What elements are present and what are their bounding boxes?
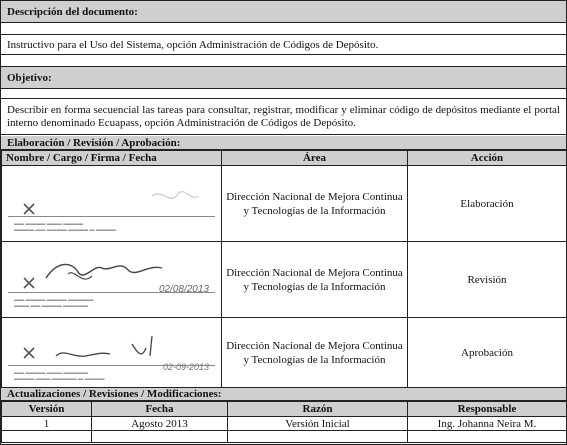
actualizaciones-label: Actualizaciones / Revisiones / Modificaciones: [7, 388, 222, 400]
signature-caption: ▬▬▬▬ ▬▬▬ ▬▬▬▬▬ ▬ ▬▬▬▬ [14, 376, 105, 382]
table-row [2, 242, 567, 318]
signature-date: 02-09-2013 [162, 362, 209, 372]
area-line-2: y Tecnologías de la Información [243, 280, 386, 293]
empty-cell [228, 431, 408, 443]
signature-caption: ▬▬▬▬ ▬▬ ▬▬▬▬ ▬▬▬▬ ▬ ▬▬▬▬ [14, 227, 116, 233]
area-line-2: y Tecnologías de la Información [243, 204, 386, 217]
area-line-1: Dirección Nacional de Mejora Continua [226, 190, 403, 203]
signature-caption: ▬▬▬ ▬▬ ▬▬▬▬ ▬▬▬▬▬ [14, 303, 89, 309]
column-header-version: Versión [2, 402, 92, 417]
table-row [2, 166, 567, 242]
signature-caption: ▬▬ ▬▬▬▬ ▬▬▬ ▬▬▬▬▬ [14, 370, 89, 376]
area-line-1: Dirección Nacional de Mejora Continua [226, 340, 403, 352]
table-row-empty [2, 431, 567, 443]
signature-caption: ▬▬ ▬▬▬▬ ▬▬▬ ▬▬▬▬ [14, 221, 84, 227]
signature-cell [2, 242, 222, 318]
column-header-firma: Nombre / Cargo / Firma / Fecha [2, 151, 222, 166]
area-cell [222, 166, 408, 242]
signature-cell [2, 166, 222, 242]
area-line-1: Dirección Nacional de Mejora Continua [226, 266, 403, 279]
signature-cell [2, 318, 222, 389]
empty-cell [2, 431, 92, 443]
descripcion-text: Instructivo para el Uso del Sistema, opción Administración de Códigos de Depósito. [7, 38, 379, 51]
actualizaciones-table [1, 401, 567, 443]
elaboracion-label: Elaboración / Revisión / Aprobación: [7, 136, 181, 149]
objetivo-header [1, 67, 566, 89]
accion-cell: Elaboración [408, 166, 567, 242]
column-header-responsable: Responsable [408, 402, 567, 417]
actualizaciones-header-row [2, 402, 567, 417]
objetivo-label: Objetivo: [7, 71, 52, 84]
signature-line [8, 216, 215, 217]
area-line-2: y Tecnologías de la Información [243, 354, 386, 366]
signature-caption: ▬▬ ▬▬▬▬ ▬▬▬▬ ▬▬▬▬▬ [14, 297, 94, 303]
elaboracion-header-row [2, 151, 567, 166]
area-cell [222, 318, 408, 389]
spacer [1, 24, 566, 35]
column-header-accion: Acción [408, 151, 567, 166]
empty-cell [408, 431, 567, 443]
elaboracion-table [1, 150, 567, 389]
area-cell [222, 242, 408, 318]
objetivo-text-row [1, 99, 566, 135]
table-row [2, 318, 567, 389]
table-row [2, 417, 567, 431]
descripcion-label: Descripción del documento: [7, 5, 138, 18]
accion-cell: Aprobación [408, 318, 567, 389]
column-header-area: Área [222, 151, 408, 166]
accion-cell: Revisión [408, 242, 567, 318]
column-header-fecha: Fecha [92, 402, 228, 417]
spacer [1, 56, 566, 67]
responsable-cell: Ing. Johanna Neira M. [408, 417, 567, 431]
version-cell: 1 [2, 417, 92, 431]
fecha-cell: Agosto 2013 [92, 417, 228, 431]
objetivo-text: Describir en forma secuencial las tareas para consultar, registrar, modificar y eliminar código de depósitos mediante el portal interno denominado Ecuapass, opción Administración de Códigos de Depósito. [7, 103, 560, 129]
descripcion-header [1, 1, 566, 23]
signature-date: 02/08/2013 [158, 284, 209, 295]
empty-cell [92, 431, 228, 443]
column-header-razon: Razón [228, 402, 408, 417]
actualizaciones-header [1, 387, 566, 401]
spacer [1, 90, 566, 99]
descripcion-text-row [1, 35, 566, 55]
elaboracion-header [1, 136, 566, 150]
razon-cell: Versión Inicial [228, 417, 408, 431]
